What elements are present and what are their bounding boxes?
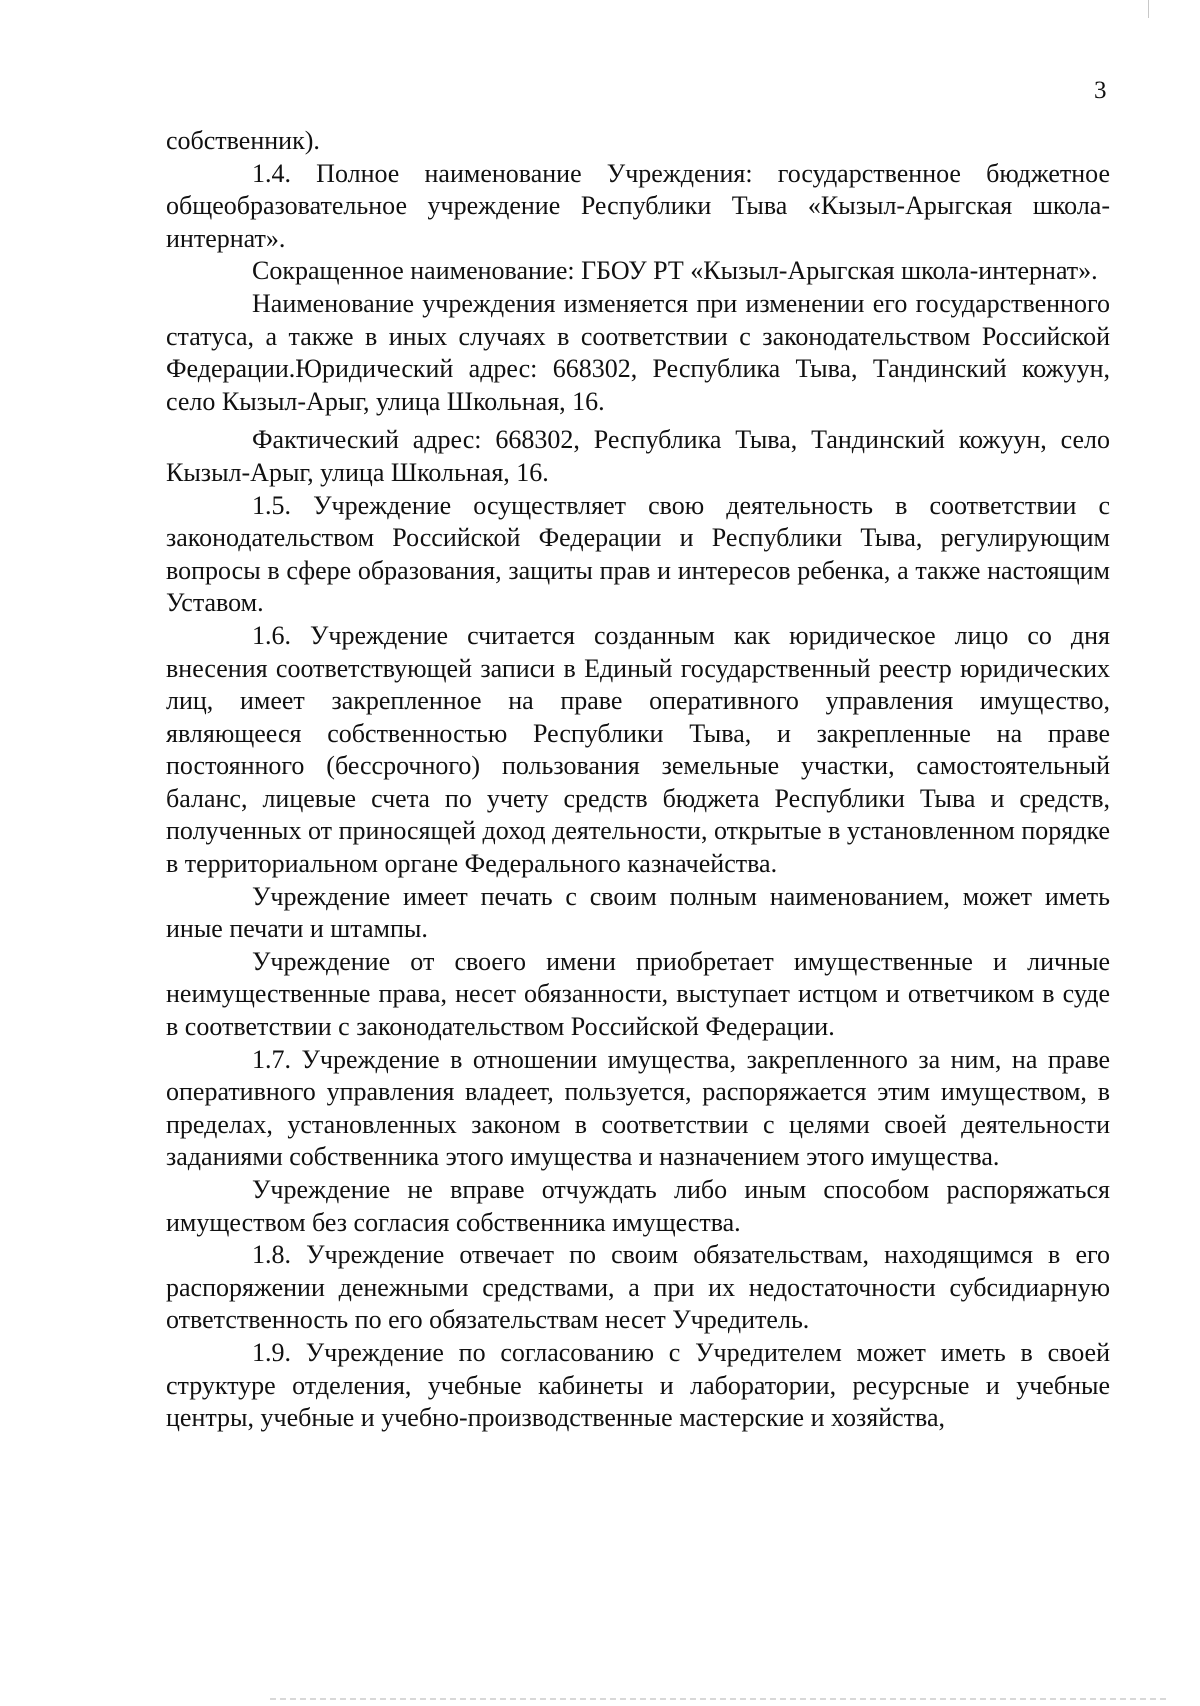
paragraph-1-4: 1.4. Полное наименование Учреждения: государственное бюджетное общеобразовательное учреждение Республики Тыва «Кызыл-Арыгская школа-интернат». (166, 158, 1110, 253)
page-number: 3 (1094, 77, 1107, 104)
scan-bottom-edge (270, 1698, 1170, 1700)
paragraph-1-7: 1.7. Учреждение в отношении имущества, закрепленного за ним, на праве оперативного управления владеет, пользуется, распоряжается этим имуществом, в пределах, установленных законом в соответствии с целями своей деятельности заданиями собственника этого имущества и назначением этого имущества. (166, 1044, 1110, 1172)
paragraph-short-name: Сокращенное наименование: ГБОУ РТ «Кызыл-Арыгская школа-интернат». (252, 256, 1098, 286)
scan-edge-mark (1148, 0, 1149, 18)
paragraph-1-5: 1.5. Учреждение осуществляет свою деятельность в соответствии с законодательством Российской Федерации и Республики Тыва, регулирующим вопросы в сфере образования, защиты прав и интересов ребенка, а также настоящим Уставом. (166, 490, 1110, 618)
paragraph-1-6: 1.6. Учреждение считается созданным как юридическое лицо со дня внесения соответствующей записи в Единый государственный реестр юридических лиц, имеет закрепленное на праве оперативного управления имущество, являющееся собственностью Республики Тыва, и закрепленные на праве постоянного (бессрочного) пользования земельные участки, самостоятельный баланс, лицевые счета по учету средств бюджета Республики Тыва и средств, полученных от приносящей доход деятельности, открытые в установленном порядке в территориальном органе Федерального казначейства. (166, 620, 1110, 879)
paragraph-rights: Учреждение от своего имени приобретает имущественные и личные неимущественные права, несет обязанности, выступает истцом и ответчиком в суде в соответствии с законодательством Российской Федерации. (166, 946, 1110, 1042)
paragraph-name-change-legal-address: Наименование учреждения изменяется при изменении его государственного статуса, а также в иных случаях в соответствии с законодательством Российской Федерации.Юридический адрес: 668302, Республика Тыва, Тандинский кожуун, село Кызыл-Арыг, улица Школьная, 16. (166, 288, 1110, 416)
paragraph-continuation: собственник). (166, 126, 320, 155)
document-body (166, 125, 1110, 1435)
paragraph-1-9: 1.9. Учреждение по согласованию с Учредителем может иметь в своей структуре отделения, учебные кабинеты и лаборатории, ресурсные и учебные центры, учебные и учебно-производственные мастерские и хозяйства, (166, 1337, 1110, 1433)
paragraph-1-8: 1.8. Учреждение отвечает по своим обязательствам, находящимся в его распоряжении денежными средствами, а при их недостаточности субсидиарную ответственность по его обязательствам несет Учредитель. (166, 1240, 1110, 1335)
paragraph-alienation: Учреждение не вправе отчуждать либо иным способом распоряжаться имуществом без согласия собственника имущества. (166, 1175, 1110, 1237)
paragraph-seal: Учреждение имеет печать с своим полным наименованием, может иметь иные печати и штампы. (166, 881, 1110, 944)
paragraph-actual-address: Фактический адрес: 668302, Республика Тыва, Тандинский кожуун, село Кызыл-Арыг, улица Школьная, 16. (166, 425, 1110, 487)
